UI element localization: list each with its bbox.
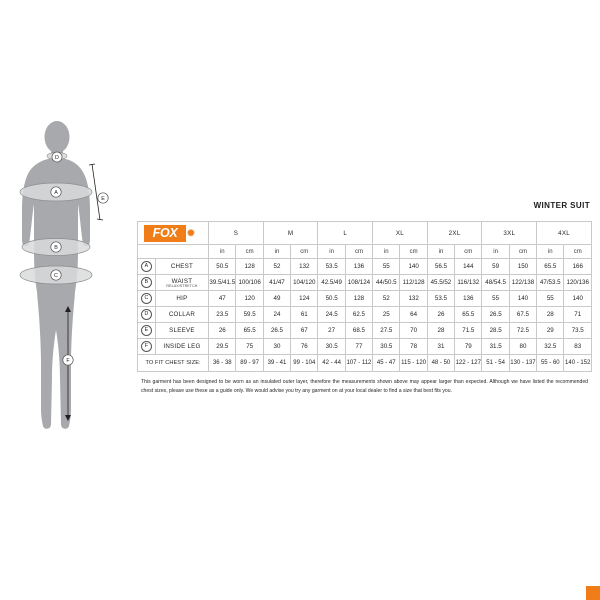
- cell: 120: [236, 291, 263, 307]
- cell: 128: [236, 259, 263, 275]
- cell: 30: [263, 339, 290, 355]
- units-row: [138, 245, 592, 259]
- cell: 31: [427, 339, 454, 355]
- table-row: [138, 291, 592, 307]
- badge-circle: A: [141, 261, 152, 272]
- cell: 52: [373, 291, 400, 307]
- cell: 122/138: [509, 275, 536, 291]
- badge-circle: E: [141, 325, 152, 336]
- cell: 130 - 137: [509, 355, 536, 372]
- table-header-row: [138, 222, 592, 245]
- cell: 30.5: [318, 339, 345, 355]
- corner-accent-strip: [586, 586, 600, 600]
- row-sublabel: RELAX/STRETCH: [166, 283, 198, 288]
- cell: 100/106: [236, 275, 263, 291]
- cell: 65.5: [236, 323, 263, 339]
- cell: 48 - 50: [427, 355, 454, 372]
- row-label: CHEST: [155, 259, 208, 275]
- size-header-s: S: [209, 222, 264, 245]
- cell: 55: [537, 291, 564, 307]
- unit-cell: cm: [509, 245, 536, 259]
- unit-cell: in: [482, 245, 509, 259]
- cell: 89 - 97: [236, 355, 263, 372]
- unit-cell: cm: [455, 245, 482, 259]
- cell: 42.5/49: [318, 275, 345, 291]
- cell: 140: [509, 291, 536, 307]
- cell: 71.5: [455, 323, 482, 339]
- cell: 150: [509, 259, 536, 275]
- cell: 79: [455, 339, 482, 355]
- svg-text:B: B: [54, 245, 58, 252]
- mannequin-figure: [8, 120, 138, 450]
- size-header-l: L: [318, 222, 373, 245]
- cell: 45.5/52: [427, 275, 454, 291]
- marker-d: [52, 152, 62, 162]
- cell: 68.5: [345, 323, 372, 339]
- svg-text:C: C: [54, 273, 58, 280]
- cell: 120/136: [564, 275, 592, 291]
- cell: 42 - 44: [318, 355, 345, 372]
- size-chart: [137, 196, 592, 396]
- product-title-row: [137, 196, 592, 221]
- cell: 71: [564, 307, 592, 323]
- cell: 144: [455, 259, 482, 275]
- cell: 47: [209, 291, 236, 307]
- marker-a: [51, 187, 61, 197]
- cell: 70: [400, 323, 427, 339]
- cell: 29.5: [209, 339, 236, 355]
- row-label-text: WAIST: [171, 277, 193, 285]
- cell: 104/120: [291, 275, 318, 291]
- cell: 140 - 152: [564, 355, 592, 372]
- row-label: [155, 275, 208, 291]
- cell: 83: [564, 339, 592, 355]
- row-badge: [138, 323, 156, 339]
- table-row: [138, 307, 592, 323]
- measurement-diagram: [8, 120, 138, 450]
- unit-cell: in: [373, 245, 400, 259]
- size-header-m: M: [263, 222, 318, 245]
- row-badge: [138, 339, 156, 355]
- cell: 28.5: [482, 323, 509, 339]
- table-row: [138, 339, 592, 355]
- cell: 48/54.5: [482, 275, 509, 291]
- marker-f: [63, 355, 73, 365]
- cell: 61: [291, 307, 318, 323]
- cell: 124: [291, 291, 318, 307]
- cell: 80: [509, 339, 536, 355]
- cell: 65.5: [537, 259, 564, 275]
- cell: 76: [291, 339, 318, 355]
- logo-text: FOX: [152, 225, 178, 240]
- size-header-2xl: 2XL: [427, 222, 482, 245]
- cell: 116/132: [455, 275, 482, 291]
- fox-logo-cell: [138, 222, 209, 245]
- cell: 28: [427, 323, 454, 339]
- cell: 55: [482, 291, 509, 307]
- cell: 49: [263, 291, 290, 307]
- cell: 59.5: [236, 307, 263, 323]
- cell: 136: [455, 291, 482, 307]
- to-fit-label: TO FIT CHEST SIZE:: [138, 355, 209, 372]
- svg-text:A: A: [54, 190, 58, 197]
- cell: 166: [564, 259, 592, 275]
- marker-e: [98, 193, 108, 203]
- cell: 26: [427, 307, 454, 323]
- cell: 132: [291, 259, 318, 275]
- row-label: INSIDE LEG: [155, 339, 208, 355]
- marker-b: [51, 242, 61, 252]
- cell: 50.5: [318, 291, 345, 307]
- cell: 52: [263, 259, 290, 275]
- cell: 50.5: [209, 259, 236, 275]
- unit-cell: in: [537, 245, 564, 259]
- cell: 72.5: [509, 323, 536, 339]
- cell: 59: [482, 259, 509, 275]
- svg-text:E: E: [101, 196, 105, 203]
- cell: 53.5: [318, 259, 345, 275]
- to-fit-chest-row: [138, 355, 592, 372]
- cell: 73.5: [564, 323, 592, 339]
- cell: 23.5: [209, 307, 236, 323]
- cell: 115 - 120: [400, 355, 427, 372]
- badge-circle: C: [141, 293, 152, 304]
- row-label: COLLAR: [155, 307, 208, 323]
- cell: 47/53.5: [537, 275, 564, 291]
- cell: 41/47: [263, 275, 290, 291]
- cell: 36 - 38: [209, 355, 236, 372]
- size-table: [137, 221, 592, 372]
- table-row: [138, 259, 592, 275]
- row-badge: [138, 307, 156, 323]
- unit-cell: cm: [400, 245, 427, 259]
- cell: 112/128: [400, 275, 427, 291]
- cell: 136: [345, 259, 372, 275]
- cell: 26.5: [482, 307, 509, 323]
- cell: 56.5: [427, 259, 454, 275]
- size-header-4xl: 4XL: [537, 222, 592, 245]
- disclaimer-text: This garment has been designed to be worn as an insulated outer layer, therefore the measurements shown above may appear larger than expected. Although we have listed the recommended chest sizes, please use these as a guide only. We would advise you try any garment on at your local dealer to find a size that best fits you.: [141, 379, 588, 394]
- cell: 26: [209, 323, 236, 339]
- cell: 67.5: [509, 307, 536, 323]
- cell: 64: [400, 307, 427, 323]
- cell: 107 - 112: [345, 355, 372, 372]
- row-badge: [138, 275, 156, 291]
- cell: 31.5: [482, 339, 509, 355]
- marker-c: [51, 270, 61, 280]
- unit-cell: in: [427, 245, 454, 259]
- cell: 122 - 127: [455, 355, 482, 372]
- cell: 67: [291, 323, 318, 339]
- table-row: [138, 323, 592, 339]
- unit-cell: cm: [291, 245, 318, 259]
- unit-cell: in: [318, 245, 345, 259]
- cell: 27.5: [373, 323, 400, 339]
- unit-cell: in: [209, 245, 236, 259]
- size-header-xl: XL: [373, 222, 428, 245]
- cell: 78: [400, 339, 427, 355]
- cell: 77: [345, 339, 372, 355]
- cell: 62.5: [345, 307, 372, 323]
- cell: 39 - 41: [263, 355, 290, 372]
- fox-mark-icon: ✺: [187, 227, 195, 238]
- cell: 128: [345, 291, 372, 307]
- table-row: [138, 275, 592, 291]
- cell: 51 - 54: [482, 355, 509, 372]
- cell: 39.5/41.5: [209, 275, 236, 291]
- badge-circle: D: [141, 309, 152, 320]
- cell: 132: [400, 291, 427, 307]
- product-title: WINTER SUIT: [533, 201, 590, 210]
- cell: 26.5: [263, 323, 290, 339]
- cell: 53.5: [427, 291, 454, 307]
- cell: 27: [318, 323, 345, 339]
- cell: 55 - 60: [537, 355, 564, 372]
- cell: 108/124: [345, 275, 372, 291]
- badge-circle: B: [141, 277, 152, 288]
- size-header-3xl: 3XL: [482, 222, 537, 245]
- unit-cell: cm: [236, 245, 263, 259]
- row-label: HIP: [155, 291, 208, 307]
- svg-text:F: F: [66, 358, 70, 365]
- row-badge: [138, 259, 156, 275]
- badge-circle: F: [141, 341, 152, 352]
- cell: 140: [400, 259, 427, 275]
- cell: 45 - 47: [373, 355, 400, 372]
- cell: 44/50.5: [373, 275, 400, 291]
- fox-logo: [144, 225, 202, 242]
- cell: 65.5: [455, 307, 482, 323]
- cell: 32.5: [537, 339, 564, 355]
- cell: 25: [373, 307, 400, 323]
- unit-cell: cm: [564, 245, 592, 259]
- cell: 99 - 104: [291, 355, 318, 372]
- cell: 30.5: [373, 339, 400, 355]
- svg-text:D: D: [55, 155, 59, 162]
- cell: 55: [373, 259, 400, 275]
- units-blank: [138, 245, 209, 259]
- cell: 140: [564, 291, 592, 307]
- cell: 24.5: [318, 307, 345, 323]
- cell: 75: [236, 339, 263, 355]
- row-label: SLEEVE: [155, 323, 208, 339]
- unit-cell: cm: [345, 245, 372, 259]
- row-badge: [138, 291, 156, 307]
- unit-cell: in: [263, 245, 290, 259]
- cell: 29: [537, 323, 564, 339]
- cell: 24: [263, 307, 290, 323]
- cell: 28: [537, 307, 564, 323]
